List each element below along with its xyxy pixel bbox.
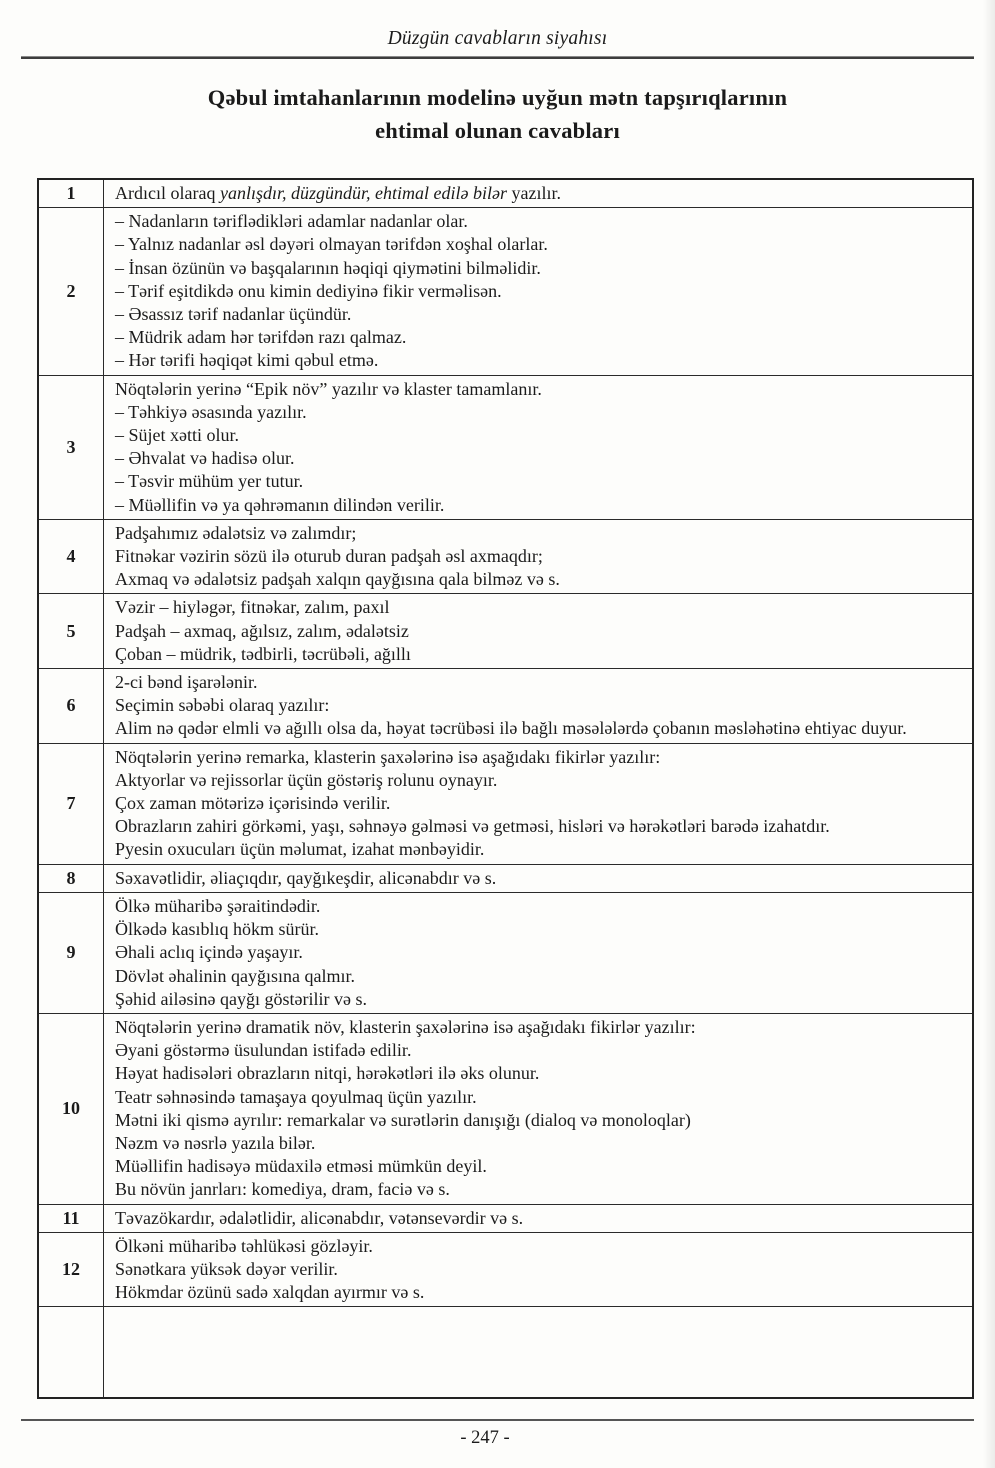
answer-line: Sənətkara yüksək dəyər verilir. bbox=[115, 1258, 338, 1279]
row-content bbox=[104, 1232, 974, 1307]
table-row bbox=[38, 208, 973, 375]
answer-line: Mətni iki qismə ayrılır: remarkalar və surətlərin danışığı (dialoq və monoloqlar) bbox=[115, 1109, 691, 1130]
row-number: 9 bbox=[38, 892, 104, 1013]
answer-line: Vəzir – hiyləgər, fitnəkar, zalım, paxıl bbox=[115, 597, 390, 618]
answer-line: – Tərif eşitdikdə onu kimin dediyinə fikir verməlisən. bbox=[115, 280, 502, 301]
answer-line: Aktyorlar və rejissorlar üçün göstəriş rolunu oynayır. bbox=[115, 769, 498, 790]
answer-line: – Təhkiyə əsasında yazılır. bbox=[115, 401, 307, 422]
table-row bbox=[38, 1232, 973, 1307]
title-line-1: Qəbul imtahanlarının modelinə uyğun mətn tapşırıqlarının bbox=[207, 85, 788, 110]
table-row bbox=[38, 743, 973, 864]
answer-line: Seçimin səbəbi olaraq yazılır: bbox=[115, 695, 330, 716]
row-number: 2 bbox=[38, 208, 104, 375]
answer-line: – Təsvir mühüm yer tutur. bbox=[115, 471, 304, 492]
answer-segment: yazılır. bbox=[506, 183, 561, 203]
answer-line: Əhali aclıq içində yaşayır. bbox=[115, 942, 303, 963]
answer-line: Padşah – axmaq, ağılsız, zalım, ədalətsiz bbox=[115, 620, 409, 641]
answer-line: – Əsassız tərif nadanlar üçündür. bbox=[115, 304, 352, 325]
answer-line: Dövlət əhalinin qayğısına qalmır. bbox=[115, 965, 355, 986]
header-rule bbox=[21, 56, 974, 59]
table-row bbox=[38, 179, 973, 208]
answer-line: Teatr səhnəsində tamaşaya qoyulmaq üçün yazılır. bbox=[115, 1086, 477, 1107]
answer-line: – Müəllifin və ya qəhrəmanın dilindən verilir. bbox=[115, 494, 445, 515]
row-number: 6 bbox=[38, 669, 104, 744]
answer-line: Şəhid ailəsinə qayğı göstərilir və s. bbox=[115, 988, 367, 1009]
row-content bbox=[104, 179, 974, 208]
answer-line: Təvazökardır, ədalətlidir, alicənabdır, vətənsevərdir və s. bbox=[115, 1207, 524, 1228]
page-title bbox=[0, 81, 995, 147]
answer-line: – Yalnız nadanlar əsl dəyəri olmayan tərifdən xoşhal olarlar. bbox=[115, 234, 548, 255]
table-row bbox=[38, 519, 973, 594]
answer-line bbox=[115, 182, 964, 205]
answers-table bbox=[37, 178, 974, 1399]
row-content bbox=[104, 375, 974, 519]
answer-line: – Nadanların təriflədikləri adamlar nadanlar olar. bbox=[115, 211, 468, 232]
row-number: 12 bbox=[38, 1232, 104, 1307]
table-row bbox=[38, 669, 973, 744]
answers-table-body bbox=[38, 179, 973, 1398]
answer-line: Nöqtələrin yerinə dramatik növ, klasterin şaxələrinə isə aşağıdakı fikirlər yazılır: bbox=[115, 1016, 696, 1037]
answer-line: Ölkədə kasıblıq hökm sürür. bbox=[115, 919, 319, 940]
answer-line: Ölkəni müharibə təhlükəsi gözləyir. bbox=[115, 1235, 373, 1256]
answer-line: Fitnəkar vəzirin sözü ilə oturub duran padşah əsl axmaqdır; bbox=[115, 546, 543, 567]
page-number: - 247 - bbox=[460, 1428, 510, 1448]
answer-line: Pyesin oxucuları üçün məlumat, izahat mənbəyidir. bbox=[115, 839, 485, 860]
answer-line: Nöqtələrin yerinə remarka, klasterin şaxələrinə isə aşağıdakı fikirlər yazılır: bbox=[115, 746, 661, 767]
row-content bbox=[104, 208, 974, 375]
row-content bbox=[104, 1013, 974, 1204]
scan-edge-shadow bbox=[983, 0, 995, 1468]
answer-line: Çoban – müdrik, tədbirli, təcrübəli, ağıllı bbox=[115, 643, 411, 664]
row-content bbox=[104, 594, 974, 669]
footer-rule bbox=[21, 1419, 974, 1421]
row-content bbox=[104, 743, 974, 864]
row-content bbox=[104, 1307, 974, 1399]
row-number: 3 bbox=[38, 375, 104, 519]
answer-line: Səxavətlidir, əliaçıqdır, qayğıkeşdir, alicənabdır və s. bbox=[115, 867, 497, 888]
answer-line: Alim nə qədər elmli və ağıllı olsa da, həyat təcrübəsi ilə bağlı məsələlərdə çobanın məsləhətinə ehtiyac duyur. bbox=[115, 718, 907, 739]
answer-line: Müəllifin hadisəyə müdaxilə etməsi mümkün deyil. bbox=[115, 1156, 487, 1177]
answer-line: Əyani göstərmə üsulundan istifadə edilir. bbox=[115, 1040, 412, 1061]
table-row bbox=[38, 1204, 973, 1232]
table-row bbox=[38, 892, 973, 1013]
row-number: 1 bbox=[38, 179, 104, 208]
answer-line: Bu növün janrları: komediya, dram, faciə və s. bbox=[115, 1179, 450, 1200]
row-number: 10 bbox=[38, 1013, 104, 1204]
row-number: 7 bbox=[38, 743, 104, 864]
row-content bbox=[104, 864, 974, 892]
answer-segment: Ardıcıl olaraq bbox=[115, 183, 220, 203]
row-content bbox=[104, 1204, 974, 1232]
row-number bbox=[38, 1307, 104, 1399]
answer-line: Nəzm və nəsrlə yazıla bilər. bbox=[115, 1132, 316, 1153]
answer-segment-italic: yanlışdır, düzgündür, ehtimal edilə bilər bbox=[219, 183, 507, 203]
table-row bbox=[38, 864, 973, 892]
answer-line: Padşahımız ədalətsiz və zalımdır; bbox=[115, 522, 357, 543]
answer-line: – Müdrik adam hər tərifdən razı qalmaz. bbox=[115, 327, 407, 348]
running-header: Düzgün cavabların siyahısı bbox=[387, 28, 608, 49]
table-row bbox=[38, 1013, 973, 1204]
row-content bbox=[104, 892, 974, 1013]
answer-line: – Əhvalat və hadisə olur. bbox=[115, 448, 295, 469]
row-number: 5 bbox=[38, 594, 104, 669]
row-number: 11 bbox=[38, 1204, 104, 1232]
row-number: 4 bbox=[38, 519, 104, 594]
answer-line: Nöqtələrin yerinə “Epik növ” yazılır və klaster tamamlanır. bbox=[115, 378, 542, 399]
answer-line: – İnsan özünün və başqalarının həqiqi qiymətini bilməlidir. bbox=[115, 257, 541, 278]
answer-line: Hökmdar özünü sadə xalqdan ayırmır və s. bbox=[115, 1282, 425, 1303]
table-row bbox=[38, 1307, 973, 1399]
answer-line: 2-ci bənd işarələnir. bbox=[115, 672, 258, 693]
answer-line: Ölkə müharibə şəraitindədir. bbox=[115, 895, 321, 916]
answer-line: Çox zaman mötərizə içərisində verilir. bbox=[115, 793, 391, 814]
answer-line: Həyat hadisələri obrazların nitqi, hərəkətləri ilə əks olunur. bbox=[115, 1063, 540, 1084]
title-line-2: ehtimal olunan cavabları bbox=[375, 118, 620, 143]
answer-line: Obrazların zahiri görkəmi, yaşı, səhnəyə gəlməsi və getməsi, hisləri və hərəkətləri barədə izahatdır. bbox=[115, 816, 830, 837]
row-content bbox=[104, 669, 974, 744]
answer-line: – Hər tərifi həqiqət kimi qəbul etmə. bbox=[115, 350, 379, 371]
table-row bbox=[38, 594, 973, 669]
row-content bbox=[104, 519, 974, 594]
answer-line: Axmaq və ədalətsiz padşah xalqın qayğısına qala bilməz və s. bbox=[115, 569, 560, 590]
answer-line: – Süjet xətti olur. bbox=[115, 425, 239, 446]
row-number: 8 bbox=[38, 864, 104, 892]
table-row bbox=[38, 375, 973, 519]
